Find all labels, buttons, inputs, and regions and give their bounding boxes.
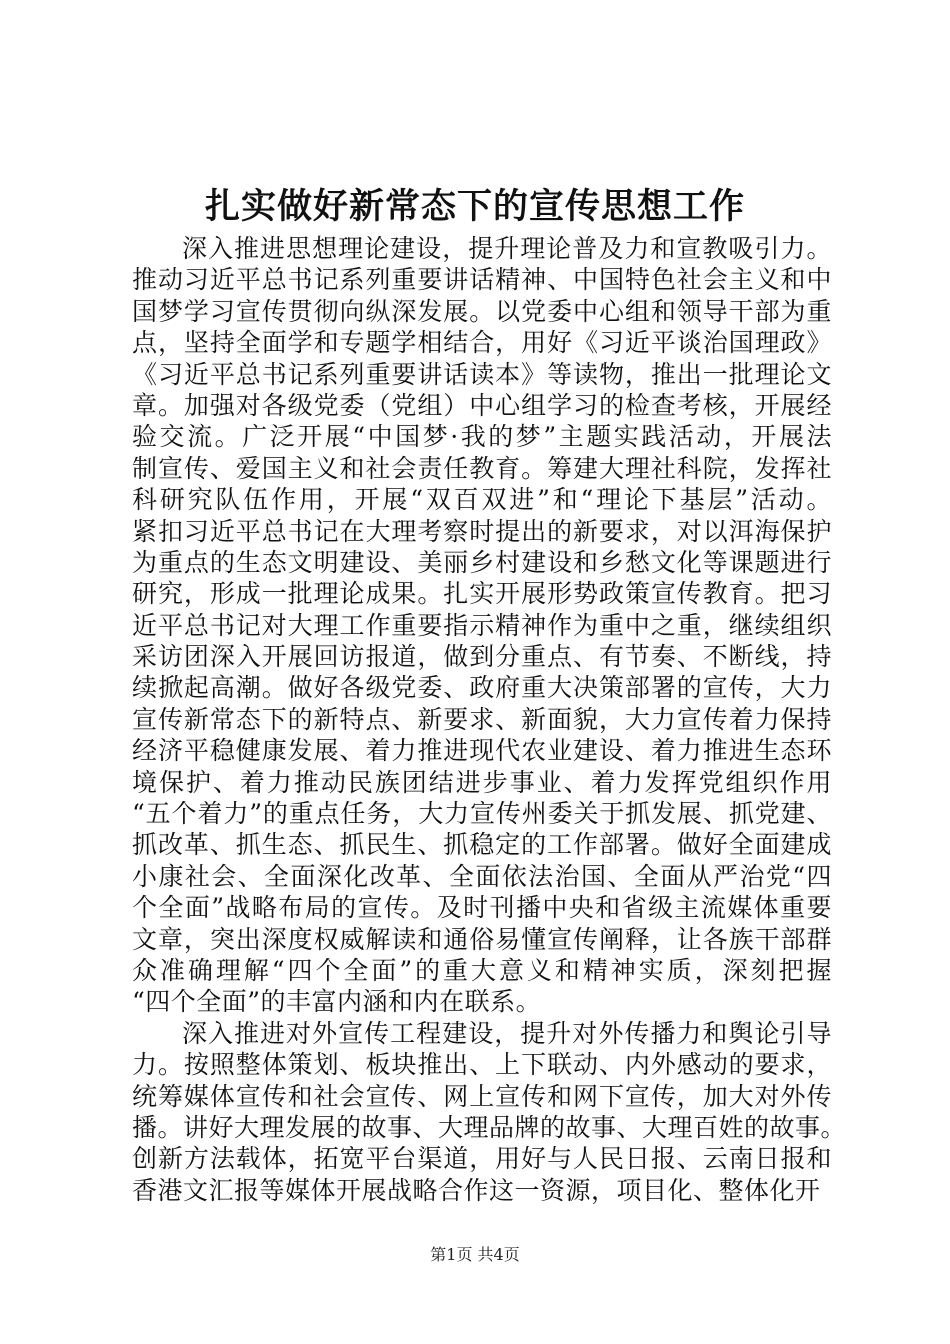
paragraph-line: 推动习近平总书记系列重要讲话精神、中国特色社会主义和中 — [132, 265, 832, 295]
paragraph-line: 研究，形成一批理论成果。扎实开展形势政策宣传教育。把习 — [132, 579, 832, 609]
paragraph-line: 紧扣习近平总书记在大理考察时提出的新要求，对以洱海保护 — [132, 516, 832, 546]
paragraph-line: 验交流。广泛开展“中国梦·我的梦”主题实践活动，开展法 — [132, 422, 832, 452]
paragraph-line: 力。按照整体策划、板块推出、上下联动、内外感动的要求， — [132, 1050, 832, 1080]
paragraph-line: 境保护、着力推动民族团结进步事业、着力发挥党组织作用 — [132, 767, 832, 797]
paragraph-line: 《习近平总书记系列重要讲话读本》等读物，推出一批理论文 — [132, 359, 832, 389]
document-title: 扎实做好新常态下的宣传思想工作 — [204, 186, 745, 227]
paragraph — [132, 233, 832, 1018]
paragraph-line: 章。加强对各级党委（党组）中心组学习的检查考核，开展经 — [132, 390, 832, 420]
paragraph-line: 小康社会、全面深化改革、全面依法治国、全面从严治党“四 — [132, 861, 832, 891]
paragraph-line: 创新方法载体，拓宽平台渠道，用好与人民日报、云南日报和 — [132, 1144, 832, 1174]
paragraph-line: 制宣传、爱国主义和社会责任教育。筹建大理社科院，发挥社 — [132, 453, 832, 483]
paragraph-line: 近平总书记对大理工作重要指示精神作为重中之重，继续组织 — [132, 610, 832, 640]
paragraph-line: 点，坚持全面学和专题学相结合，用好《习近平谈治国理政》 — [132, 328, 832, 358]
paragraph-line: 深入推进思想理论建设，提升理论普及力和宣教吸引力。 — [182, 234, 832, 263]
paragraph-line: 采访团深入开展回访报道，做到分重点、有节奏、不断线，持 — [132, 642, 832, 672]
paragraph-line: 香港文汇报等媒体开展战略合作这一资源，项目化、整体化开 — [132, 1175, 821, 1205]
paragraph-line: “四个全面”的丰富内涵和内在联系。 — [132, 987, 542, 1017]
paragraph-line: 深入推进对外宣传工程建设，提升对外传播力和舆论引导 — [182, 1018, 832, 1048]
paragraph-line: 为重点的生态文明建设、美丽乡村建设和乡愁文化等课题进行 — [132, 547, 832, 577]
paragraph-line: 宣传新常态下的新特点、新要求、新面貌，大力宣传着力保持 — [132, 704, 832, 734]
paragraph-line: 续掀起高潮。做好各级党委、政府重大决策部署的宣传，大力 — [132, 673, 832, 703]
paragraph-line: 科研究队伍作用，开展“双百双进”和“理论下基层”活动。 — [132, 485, 832, 515]
page-footer: 第1页 共4页 — [430, 1245, 520, 1264]
paragraph-line: 文章，突出深度权威解读和通俗易懂宣传阐释，让各族干部群 — [132, 924, 832, 954]
paragraph-line: 统筹媒体宣传和社会宣传、网上宣传和网下宣传，加大对外传 — [132, 1081, 832, 1111]
paragraph-line: 众准确理解“四个全面”的重大意义和精神实质，深刻把握 — [132, 955, 832, 985]
document-body — [132, 233, 847, 1206]
paragraph-line: “五个着力”的重点任务，大力宣传州委关于抓发展、抓党建、 — [132, 799, 832, 829]
paragraph — [132, 1018, 847, 1206]
paragraph-line: 播。讲好大理发展的故事、大理品牌的故事、大理百姓的故事。 — [132, 1112, 847, 1142]
paragraph-line: 经济平稳健康发展、着力推进现代农业建设、着力推进生态环 — [132, 736, 832, 766]
paragraph-line: 国梦学习宣传贯彻向纵深发展。以党委中心组和领导干部为重 — [132, 296, 832, 326]
paragraph-line: 抓改革、抓生态、抓民生、抓稳定的工作部署。做好全面建成 — [132, 830, 832, 860]
paragraph-line: 个全面”战略布局的宣传。及时刊播中央和省级主流媒体重要 — [132, 893, 832, 923]
